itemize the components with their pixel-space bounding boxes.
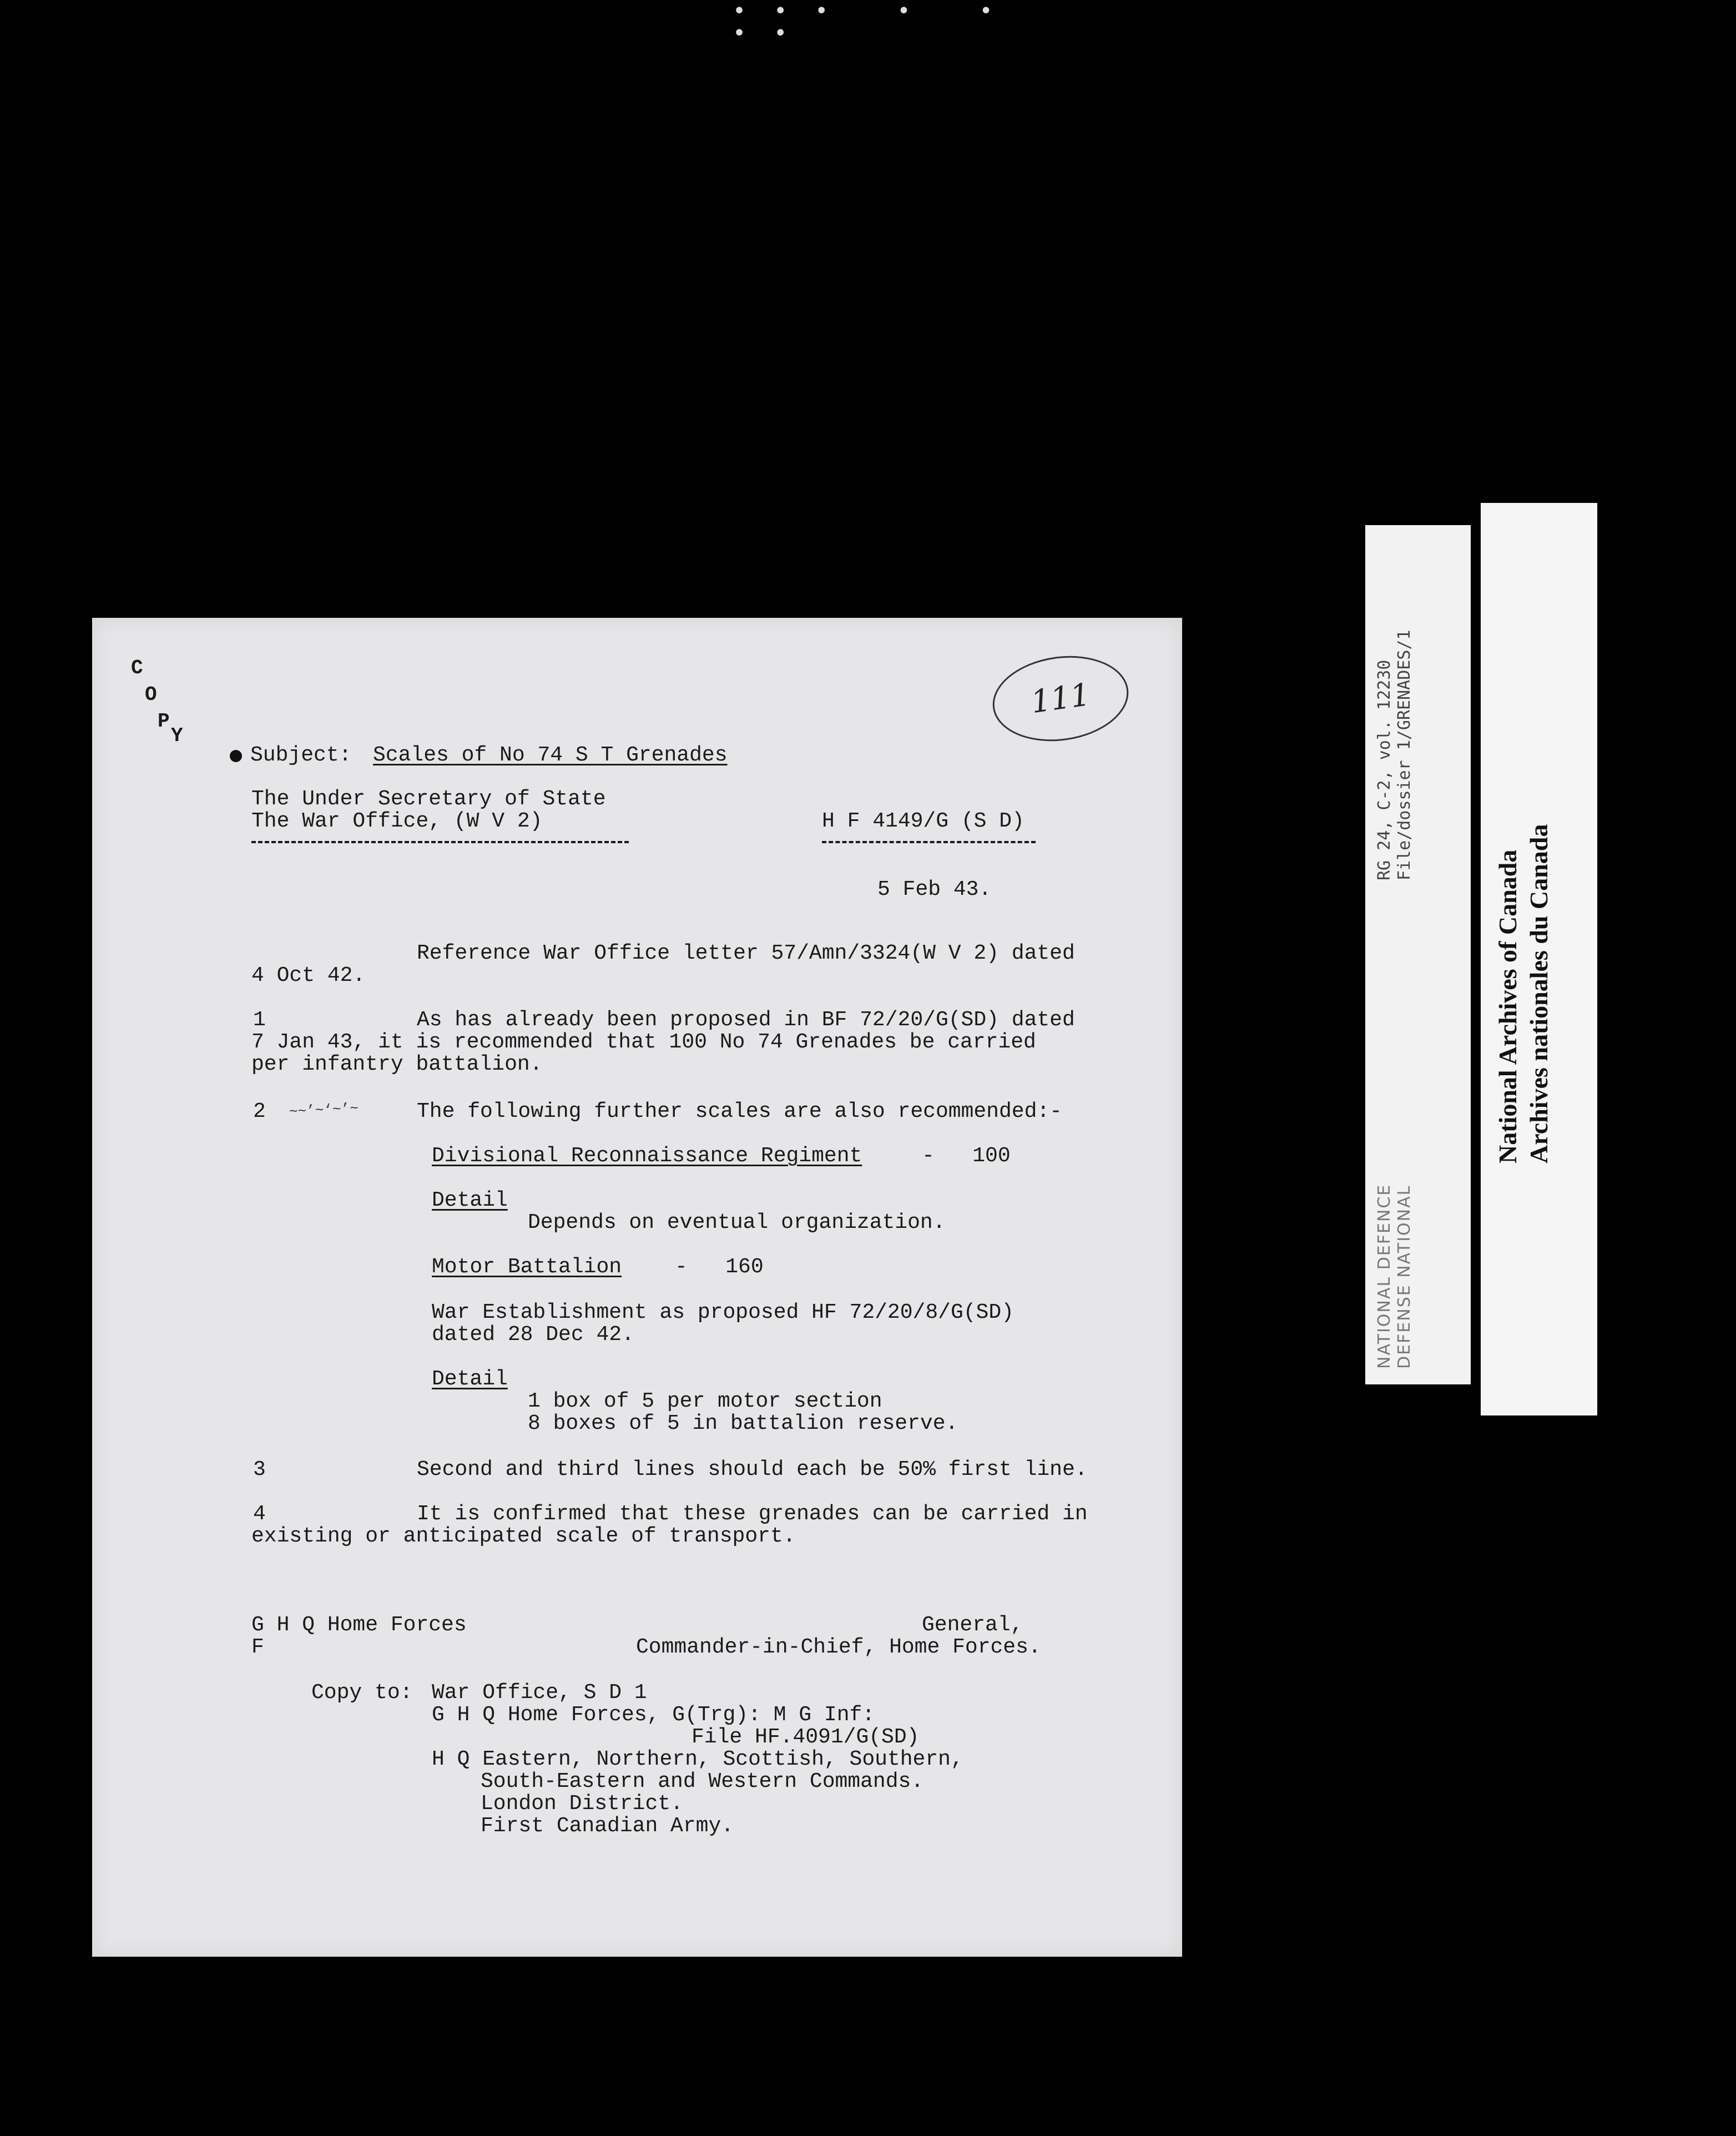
para-4-line-1: It is confirmed that these grenades can be carried in bbox=[417, 1502, 1088, 1526]
department-line-1: NATIONAL DEFENCE bbox=[1375, 1183, 1394, 1369]
department-line-2: DEFENSE NATIONAL bbox=[1395, 1185, 1414, 1369]
motor-detail-line-1: 1 box of 5 per motor section bbox=[528, 1389, 882, 1413]
div-recce-detail-label: Detail bbox=[432, 1188, 508, 1212]
copy-mark-y: Y bbox=[171, 724, 183, 747]
para-3-number: 3 bbox=[253, 1458, 266, 1482]
header-marks: ••• • • •• bbox=[733, 0, 1021, 46]
subject-title: Scales of No 74 S T Grenades bbox=[373, 743, 728, 767]
file-reference: H F 4149/G (S D) bbox=[822, 809, 1025, 833]
copy-to-label: Copy to: bbox=[311, 1681, 413, 1705]
document-page bbox=[92, 618, 1182, 1957]
file-reference-rule bbox=[822, 841, 1036, 843]
copy-mark-o: O bbox=[145, 683, 157, 706]
copy-to-line-3: File HF.4091/G(SD) bbox=[692, 1725, 920, 1749]
motor-battalion-label: Motor Battalion bbox=[432, 1255, 622, 1279]
national-archives-strip bbox=[1481, 503, 1597, 1415]
sender-line-1: G H Q Home Forces bbox=[251, 1613, 467, 1637]
div-recce-value: - 100 bbox=[922, 1144, 1011, 1168]
subject-label: Subject: bbox=[250, 743, 352, 767]
para-1-line-1: As has already been proposed in BF 72/20/G(SD) dated bbox=[417, 1008, 1075, 1032]
para-2-scribble: ~~’~‘~’~ bbox=[289, 1100, 359, 1121]
sender-line-2: F bbox=[251, 1635, 264, 1659]
subject-bullet bbox=[230, 750, 242, 762]
para-3-text: Second and third lines should each be 50% first line. bbox=[417, 1458, 1088, 1482]
copy-to-line-6: London District. bbox=[481, 1792, 683, 1816]
div-recce-detail: Depends on eventual organization. bbox=[528, 1211, 946, 1235]
motor-detail-label: Detail bbox=[432, 1367, 508, 1391]
motor-we-line-2: dated 28 Dec 42. bbox=[432, 1323, 634, 1347]
motor-we-line-1: War Establishment as proposed HF 72/20/8/G(SD) bbox=[432, 1301, 1014, 1324]
para-4-number: 4 bbox=[253, 1502, 266, 1526]
copy-to-line-4: H Q Eastern, Northern, Scottish, Southern, bbox=[432, 1747, 963, 1771]
para-2-text: The following further scales are also recommended:- bbox=[417, 1100, 1062, 1124]
letter-date: 5 Feb 43. bbox=[877, 878, 992, 901]
copy-to-line-7: First Canadian Army. bbox=[481, 1814, 734, 1838]
signature-line-2: Commander-in-Chief, Home Forces. bbox=[636, 1635, 1041, 1659]
file-number-stamp bbox=[987, 648, 1134, 750]
copy-to-line-2: G H Q Home Forces, G(Trg): M G Inf: bbox=[432, 1703, 875, 1727]
div-recce-label: Divisional Reconnaissance Regiment bbox=[432, 1144, 862, 1168]
addressee-line-2: The War Office, (W V 2) bbox=[251, 809, 543, 833]
national-archives-line-1: National Archives of Canada bbox=[1493, 849, 1522, 1163]
archive-reference-line-2: File/dossier 1/GRENADES/1 bbox=[1395, 629, 1414, 880]
national-archives-line-2: Archives nationales du Canada bbox=[1525, 824, 1553, 1163]
para-1-line-3: per infantry battalion. bbox=[251, 1052, 543, 1076]
motor-battalion-value: - 160 bbox=[675, 1255, 764, 1279]
copy-to-line-5: South-Eastern and Western Commands. bbox=[481, 1770, 924, 1794]
motor-detail-line-2: 8 boxes of 5 in battalion reserve. bbox=[528, 1412, 958, 1435]
reference-line-1: Reference War Office letter 57/Amn/3324(W V 2) dated bbox=[417, 941, 1075, 965]
copy-to-line-1: War Office, S D 1 bbox=[432, 1681, 647, 1705]
addressee-line-1: The Under Secretary of State bbox=[251, 787, 606, 811]
stamp-number: 111 bbox=[1028, 676, 1093, 721]
para-1-line-2: 7 Jan 43, it is recommended that 100 No 74 Grenades be carried bbox=[251, 1030, 1036, 1054]
addressee-rule bbox=[251, 841, 629, 843]
archive-reference-line-1: RG 24, C-2, vol. 12230 bbox=[1375, 659, 1394, 880]
copy-mark-c: C bbox=[131, 657, 143, 679]
para-1-number: 1 bbox=[253, 1008, 266, 1032]
reference-line-2: 4 Oct 42. bbox=[251, 964, 366, 988]
signature-line-1: General, bbox=[922, 1613, 1023, 1637]
para-4-line-2: existing or anticipated scale of transport. bbox=[251, 1524, 796, 1548]
copy-mark-p: P bbox=[158, 710, 170, 733]
archive-reference-strip bbox=[1365, 525, 1471, 1384]
para-2-number: 2 bbox=[253, 1100, 266, 1124]
